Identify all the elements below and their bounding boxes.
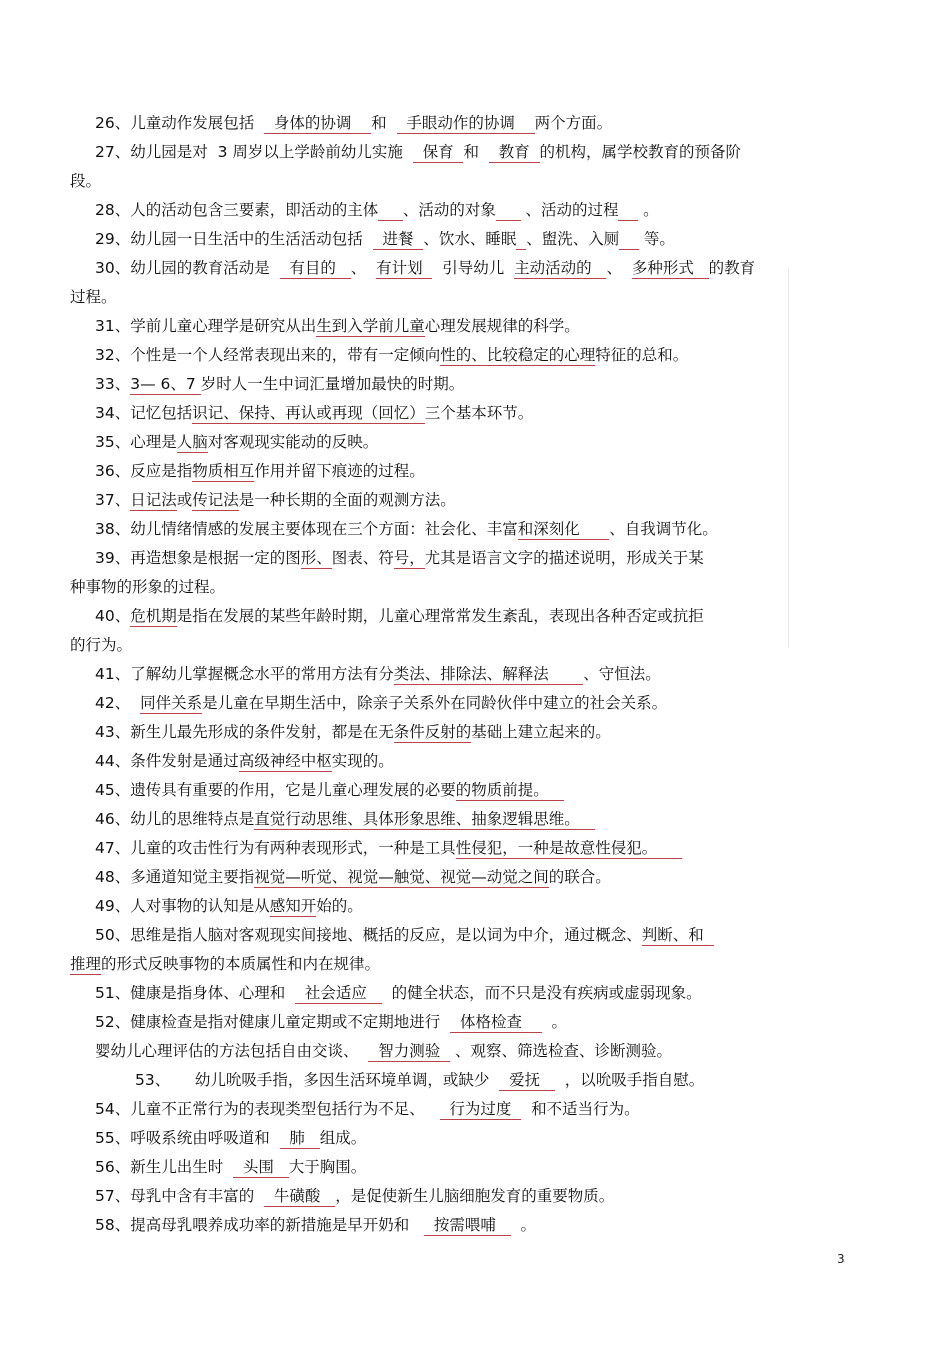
filled-blank-answer: 牛磺酸 — [264, 1187, 336, 1205]
text-segment: 。 — [510, 1216, 537, 1234]
filled-blank-answer: 智力测验 — [368, 1042, 451, 1060]
filled-blank-answer: 体格检查 — [450, 1013, 542, 1031]
text-segment: 57、母乳中含有丰富的 — [95, 1187, 265, 1205]
filled-blank-answer — [378, 200, 403, 221]
text-segment: 的行为。 — [70, 636, 133, 654]
text-segment: 34、记忆包括 — [95, 404, 193, 422]
filled-blank-answer: 按需喂哺 — [424, 1216, 511, 1234]
text-segment: 52、健康检查是指对健康儿童定期或不定期地进行 — [95, 1013, 451, 1031]
text-segment: 的联合。 — [548, 868, 611, 886]
text-line — [0, 1153, 950, 1182]
filled-blank-answer: 行为过度 — [439, 1100, 522, 1118]
text-segment: 40、 — [95, 607, 131, 625]
filled-blank-answer: 进餐 — [372, 230, 424, 248]
text-segment: 48、多通道知觉主要指 — [95, 868, 255, 886]
text-segment: 、活动的对象 — [402, 201, 496, 219]
filled-blank-answer: 判断、和 — [641, 926, 714, 944]
text-line — [0, 660, 950, 689]
text-line — [0, 747, 950, 776]
text-segment: 三个基本环节。 — [424, 404, 534, 422]
filled-blank-answer: 生到入学前儿童 — [316, 317, 425, 335]
text-segment: 43、新生儿最先形成的条件发射，都是在无 — [95, 723, 394, 741]
text-line — [0, 1124, 950, 1153]
text-segment: 28、人的活动包含三要素，即活动的主体 — [95, 201, 379, 219]
text-line — [0, 631, 950, 660]
text-line — [0, 225, 950, 254]
text-segment: 两个方面。 — [534, 114, 613, 132]
text-segment: 、盥洗、入厕 — [526, 230, 620, 248]
filled-blank-answer: 性侵犯，一种是故意性侵犯。 — [455, 839, 682, 857]
filled-blank-answer: 3— 6、7 — [130, 375, 201, 393]
filled-blank-answer — [496, 200, 521, 221]
filled-blank-answer: 视觉—听觉、视觉—触觉、视觉—动觉之间 — [254, 868, 549, 886]
text-segment: 婴幼儿心理评估的方法包括自由交谈、 — [95, 1042, 369, 1060]
text-line — [0, 602, 950, 631]
text-segment: 和不适当行为。 — [521, 1100, 640, 1118]
filled-blank-answer: 爱抚 — [499, 1071, 555, 1089]
text-segment: 33、 — [95, 375, 131, 393]
filled-blank-answer: 类法、排除法、解释法 — [393, 665, 584, 683]
text-line — [0, 254, 950, 283]
text-segment: 、观察、筛选检查、诊断测验。 — [450, 1042, 673, 1060]
text-segment: 引导幼儿 — [432, 259, 515, 277]
text-segment: 基础上建立起来的。 — [471, 723, 611, 741]
text-segment: 作用并留下痕迹的过程。 — [254, 462, 425, 480]
text-line — [0, 863, 950, 892]
text-segment: 、 — [350, 259, 377, 277]
text-segment: 是儿童在早期生活中，除亲子关系外在同龄伙伴中建立的社会关系。 — [202, 694, 668, 712]
text-segment: 37、 — [95, 491, 131, 509]
filled-blank-answer: 身体的协调 — [264, 114, 372, 132]
text-segment: 55、呼吸系统由呼吸道和 — [95, 1129, 280, 1147]
filled-blank-answer: 直觉行动思维、具体形象思维、抽象逻辑思维。 — [254, 810, 595, 828]
filled-blank-answer: 同伴关系 — [140, 694, 203, 712]
filled-blank-answer: 条件反射的 — [393, 723, 472, 741]
text-segment: 或 — [176, 491, 193, 509]
text-line — [0, 1182, 950, 1211]
text-segment: 54、儿童不正常行为的表现类型包括行为不足、 — [95, 1100, 440, 1118]
text-segment: 26、儿童动作发展包括 — [95, 114, 265, 132]
text-segment: 44、条件发射是通过 — [95, 752, 239, 770]
text-line — [0, 312, 950, 341]
filled-blank-answer: 手眼动作的协调 — [396, 114, 535, 132]
text-segment: 种事物的形象的过程。 — [70, 578, 226, 596]
text-segment: 、活动的过程 — [520, 201, 619, 219]
text-segment: 47、儿童的攻击性行为有两种表现形式，一种是工具 — [95, 839, 456, 857]
text-line — [0, 283, 950, 312]
text-segment: 、守恒法。 — [583, 665, 661, 683]
text-line — [0, 1066, 950, 1095]
text-segment: 对客观现实能动的反映。 — [207, 433, 379, 451]
text-line — [0, 979, 950, 1008]
text-line — [0, 544, 950, 573]
text-segment: 组成。 — [319, 1129, 367, 1147]
text-segment: 31、学前儿童心理学是研究从出 — [95, 317, 317, 335]
text-segment: 心理发展规律的科学。 — [424, 317, 580, 335]
text-line — [0, 573, 950, 602]
filled-blank-answer: 号， — [393, 549, 425, 567]
text-segment: 、饮水、睡眠 — [423, 230, 517, 248]
text-segment: 38、幼儿情绪情感的发展主要体现在三个方面：社会化、丰富 — [95, 520, 518, 538]
text-segment: 32、个性是一个人经常表现出来的，带有一定倾向 — [95, 346, 441, 364]
filled-blank-answer — [516, 229, 526, 250]
text-segment: 过程。 — [70, 288, 117, 306]
filled-blank-answer: 和深刻化 — [517, 520, 610, 538]
text-segment: 51、健康是指身体、心理和 — [95, 984, 296, 1002]
text-segment: 42、 — [95, 694, 141, 712]
text-segment: 。 — [541, 1013, 568, 1031]
text-segment: 是一种长期的全面的观测方法。 — [238, 491, 456, 509]
text-line — [0, 834, 950, 863]
text-segment: 大于胸围。 — [288, 1158, 367, 1176]
text-segment: 46、幼儿的思维特点是 — [95, 810, 255, 828]
text-line — [0, 776, 950, 805]
filled-blank-answer: 教育 — [488, 143, 540, 161]
text-line — [0, 1095, 950, 1124]
text-segment: 39、再造想象是根据一定的图 — [95, 549, 301, 567]
text-segment: 和 — [371, 114, 397, 132]
filled-blank-answer: 人脑 — [176, 433, 208, 451]
text-segment: 的形式反映事物的本质属性和内在规律。 — [101, 955, 381, 973]
text-segment: ，是促使新生儿脑细胞发育的重要物质。 — [335, 1187, 615, 1205]
filled-blank-answer: 传记法 — [192, 491, 239, 509]
filled-blank-answer: 保育 — [412, 143, 464, 161]
text-segment: 29、幼儿园一日生活中的生活活动包括 — [95, 230, 373, 248]
text-segment: 27、幼儿园是对 3 周岁以上学龄前幼儿实施 — [95, 143, 413, 161]
text-line — [0, 428, 950, 457]
text-line — [0, 399, 950, 428]
filled-blank-answer: 识记、保持、再认或再现（回忆） — [192, 404, 425, 422]
text-line — [0, 370, 950, 399]
text-segment: 53、 幼儿吮吸手指，多因生活环境单调，或缺少 — [135, 1071, 500, 1089]
filled-blank-answer: 有计划 — [376, 259, 433, 277]
text-segment: 56、新生儿出生时 — [95, 1158, 234, 1176]
filled-blank-answer: 形、 — [300, 549, 332, 567]
text-segment: 45、遗传具有重要的作用，它是儿童心理发展的必要 — [95, 781, 456, 799]
text-line — [0, 167, 950, 196]
text-segment: 30、幼儿园的教育活动是 — [95, 259, 280, 277]
text-segment: 的机构，属学校教育的预备阶 — [539, 143, 742, 161]
text-segment: 、自我调节化。 — [609, 520, 718, 538]
text-segment: 58、提高母乳喂养成功率的新措施是早开奶和 — [95, 1216, 425, 1234]
text-segment: 的教育 — [708, 259, 756, 277]
text-segment: 35、心理是 — [95, 433, 177, 451]
filled-blank-answer — [618, 200, 638, 221]
text-line — [0, 341, 950, 370]
filled-blank-answer: 社会适应 — [295, 984, 382, 1002]
text-line — [0, 718, 950, 747]
text-segment: 图表、符 — [331, 549, 394, 567]
text-segment: 和 — [463, 143, 489, 161]
text-line — [0, 950, 950, 979]
filled-blank-answer: 感知开 — [269, 897, 317, 915]
text-segment: 特征的总和。 — [595, 346, 689, 364]
filled-blank-answer: 高级神经中枢 — [238, 752, 332, 770]
text-line — [0, 109, 950, 138]
text-segment: 尤其是语言文字的描述说明，形成关于某 — [424, 549, 704, 567]
filled-blank-answer: 的物质前提。 — [455, 781, 564, 799]
text-segment: 等。 — [638, 230, 675, 248]
text-line — [0, 689, 950, 718]
text-segment: 41、了解幼儿掌握概念水平的常用方法有分 — [95, 665, 394, 683]
text-line — [0, 1008, 950, 1037]
text-segment: 36、反应是指 — [95, 462, 193, 480]
text-line — [0, 805, 950, 834]
text-segment: 段。 — [70, 172, 102, 190]
text-segment: 49、人对事物的认知是从 — [95, 897, 270, 915]
text-segment: 50、思维是指人脑对客观现实间接地、概括的反应，是以词为中介，通过概念、 — [95, 926, 642, 944]
filled-blank-answer: 危机期 — [130, 607, 177, 625]
filled-blank-answer: 有目的 — [279, 259, 351, 277]
text-line — [0, 138, 950, 167]
filled-blank-answer: 日记法 — [130, 491, 177, 509]
text-segment: ，以吮吸手指自慰。 — [554, 1071, 705, 1089]
filled-blank-answer: 头围 — [233, 1158, 289, 1176]
filled-blank-answer: 主动活动的 — [514, 259, 607, 277]
text-line — [0, 921, 950, 950]
text-segment: 、 — [606, 259, 632, 277]
filled-blank-answer — [619, 229, 639, 250]
text-segment: 的健全状态，而不只是没有疾病或虚弱现象。 — [381, 984, 702, 1002]
text-segment: 岁时人一生中词汇量增加最快的时期。 — [200, 375, 465, 393]
text-segment: 始的。 — [316, 897, 363, 915]
text-line — [0, 892, 950, 921]
text-segment: 实现的。 — [331, 752, 394, 770]
text-line — [0, 1211, 950, 1240]
text-line — [0, 515, 950, 544]
filled-blank-answer: 肺 — [279, 1129, 320, 1147]
text-segment: 。 — [638, 201, 659, 219]
text-line — [0, 457, 950, 486]
filled-blank-answer: 性的、比较稳定的心理 — [440, 346, 596, 364]
page-number: 3 — [837, 1252, 845, 1266]
filled-blank-answer: 推理 — [70, 955, 102, 973]
text-line — [0, 1037, 950, 1066]
text-line — [0, 196, 950, 225]
text-line — [0, 486, 950, 515]
filled-blank-answer: 多种形式 — [631, 259, 709, 277]
text-segment: 是指在发展的某些年龄时期，儿童心理常常发生紊乱，表现出各种否定或抗拒 — [176, 607, 704, 625]
filled-blank-answer: 物质相互 — [192, 462, 255, 480]
